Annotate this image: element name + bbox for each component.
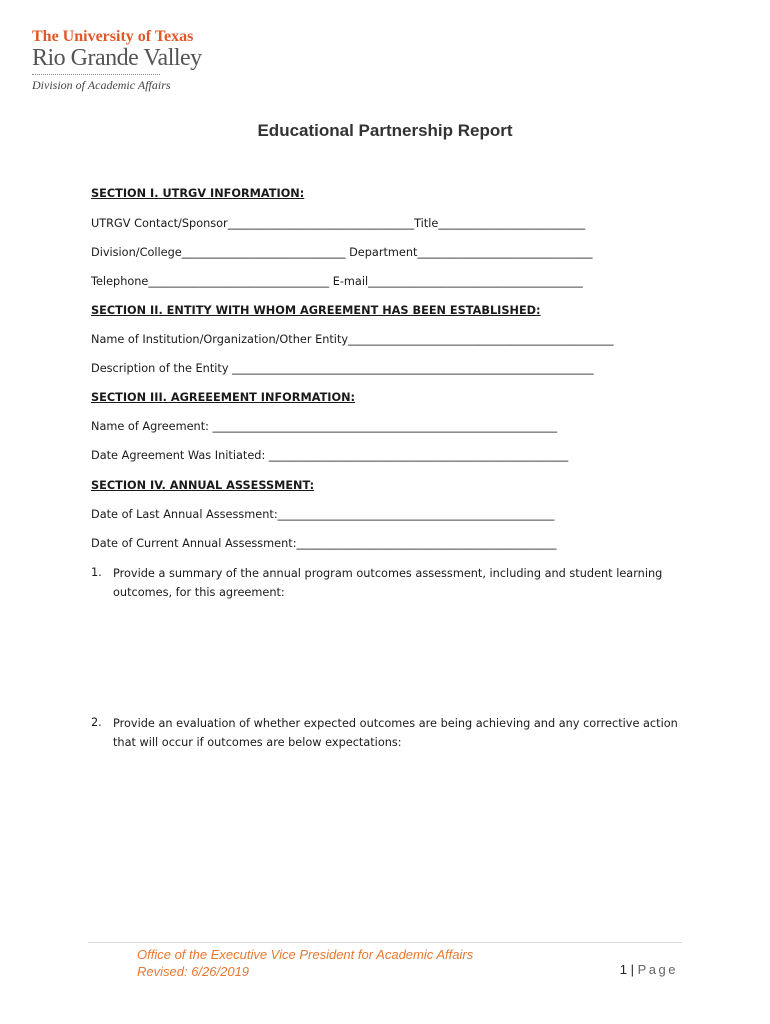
question-1-number: 1.: [91, 566, 102, 579]
page-separator: |: [630, 962, 634, 977]
university-logo: [32, 28, 222, 93]
logo-divider: [32, 74, 160, 75]
logo-university-name: The University of Texas: [32, 28, 194, 45]
section-4-heading: SECTION IV. ANNUAL ASSESSMENT:: [91, 479, 315, 492]
footer-revised-date: Revised: 6/26/2019: [137, 964, 250, 979]
page-number: 1: [619, 962, 627, 977]
page-number-footer: [620, 962, 678, 977]
footer-office-info: [137, 946, 473, 980]
page-label: Page: [637, 962, 678, 977]
footer-office-name: Office of the Executive Vice President for Academic Affairs: [137, 947, 474, 962]
logo-campus-name: Rio Grande Valley: [32, 45, 202, 71]
agreement-name-field[interactable]: Name of Agreement: _____________________________________________________________: [91, 420, 558, 433]
logo-division-name: Division of Academic Affairs: [32, 78, 171, 92]
telephone-email-field[interactable]: Telephone________________________________ E-mail______________________________________: [91, 275, 583, 288]
question-2-text: Provide an evaluation of whether expected outcomes are being achieving and any corrective action that will occur if outcomes are below expectations:: [113, 717, 678, 749]
institution-name-field[interactable]: Name of Institution/Organization/Other Entity_______________________________________________: [91, 333, 614, 346]
contact-sponsor-title-field[interactable]: UTRGV Contact/Sponsor_________________________________Title__________________________: [91, 217, 586, 230]
question-1-text: Provide a summary of the annual program outcomes assessment, including and student learning outcomes, for this agreement:: [113, 567, 663, 599]
last-assessment-date-field[interactable]: Date of Last Annual Assessment:_________________________________________________: [91, 508, 555, 521]
section-3-heading: SECTION III. AGREEEMENT INFORMATION:: [91, 391, 356, 404]
section-2-heading: SECTION II. ENTITY WITH WHOM AGREEMENT HAS BEEN ESTABLISHED:: [91, 304, 541, 317]
current-assessment-date-field[interactable]: Date of Current Annual Assessment:______________________________________________: [91, 537, 557, 550]
question-2-number: 2.: [91, 716, 102, 729]
division-department-field[interactable]: Division/College_____________________________ Department_______________________________: [91, 246, 593, 259]
document-title: Educational Partnership Report: [257, 121, 513, 140]
section-1-heading: SECTION I. UTRGV INFORMATION:: [91, 187, 305, 200]
footer-divider: [88, 942, 682, 943]
entity-description-field[interactable]: Description of the Entity ________________________________________________________________: [91, 362, 594, 375]
date-initiated-field[interactable]: Date Agreement Was Initiated: _____________________________________________________: [91, 449, 569, 462]
